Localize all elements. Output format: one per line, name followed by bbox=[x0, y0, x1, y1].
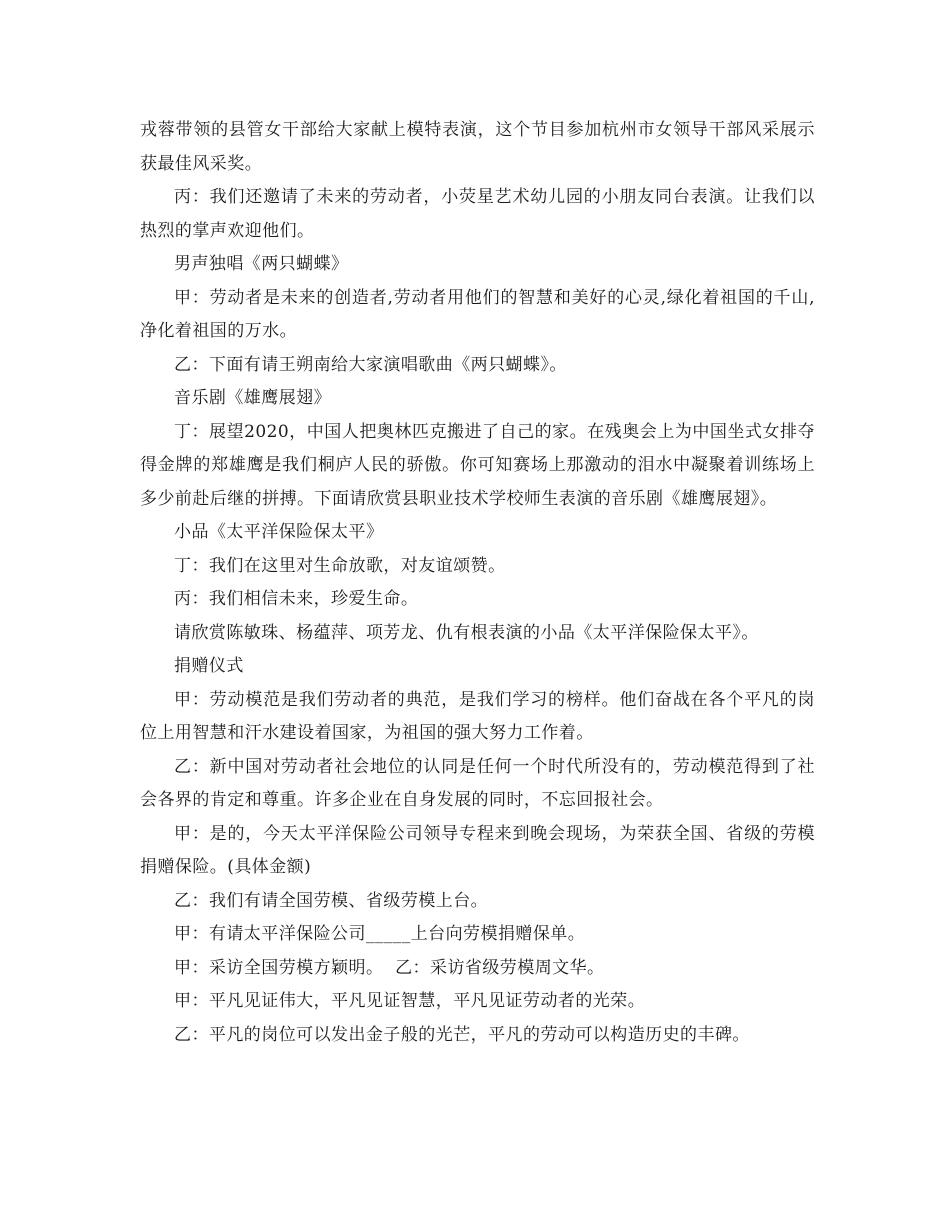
paragraph: 甲：有请太平洋保险公司_____上台向劳模捐赠保单。 bbox=[174, 924, 586, 944]
paragraph: 甲：是的，今天太平洋保险公司领导专程来到晚会现场，为荣获全国、省级的劳模捐赠保险。(具体金额) bbox=[140, 823, 815, 877]
paragraph: 乙：新中国对劳动者社会地位的认同是任何一个时代所没有的，劳动模范得到了社会各界的肯定和尊重。许多企业在自身发展的同时，不忘回报社会。 bbox=[140, 756, 815, 810]
paragraph: 乙：平凡的岗位可以发出金子般的光芒，平凡的劳动可以构造历史的丰碑。 bbox=[174, 1024, 750, 1045]
section-heading: 男声独唱《两只蝴蝶》 bbox=[174, 254, 349, 274]
paragraph: 乙：我们有请全国劳模、省级劳模上台。 bbox=[174, 890, 489, 911]
paragraph: 甲：采访全国劳模方颖明。 乙：采访省级劳模周文华。 bbox=[174, 957, 605, 978]
paragraph: 丁：展望2020，中国人把奥林匹克搬进了自己的家。在残奥会上为中国坐式女排夺得金牌的郑雄鹰是我们桐庐人民的骄傲。你可知赛场上那激动的泪水中凝聚着训练场上多少前赴后继的拼搏。下面请欣赏县职业技术学校师生表演的音乐剧《雄鹰展翅》。 bbox=[140, 421, 815, 509]
section-heading: 捐赠仪式 bbox=[174, 656, 244, 676]
paragraph: 甲：劳动者是未来的创造者,劳动者用他们的智慧和美好的心灵,绿化着祖国的千山,净化着祖国的万水。 bbox=[140, 287, 815, 341]
paragraph: 甲：平凡见证伟大，平凡见证智慧，平凡见证劳动者的光荣。 bbox=[174, 991, 646, 1011]
document-body bbox=[140, 114, 815, 1052]
paragraph: 甲：劳动模范是我们劳动者的典范，是我们学习的榜样。他们奋战在各个平凡的岗位上用智慧和汗水建设着国家，为祖国的强大努力工作着。 bbox=[140, 689, 815, 743]
paragraph: 丁：我们在这里对生命放歌，对友谊颂赞。 bbox=[174, 555, 506, 576]
paragraph: 请欣赏陈敏珠、杨蕴萍、项芳龙、仇有根表演的小品《太平洋保险保太平》。 bbox=[174, 622, 759, 643]
paragraph: 丙：我们相信未来，珍爱生命。 bbox=[174, 589, 419, 609]
paragraph: 乙：下面有请王朔南给大家演唱歌曲《两只蝴蝶》。 bbox=[174, 354, 567, 375]
paragraph: 戎蓉带领的县管女干部给大家献上模特表演，这个节目参加杭州市女领导干部风采展示获最佳风采奖。 bbox=[140, 120, 815, 174]
section-heading: 小品《太平洋保险保太平》 bbox=[174, 522, 384, 542]
section-heading: 音乐剧《雄鹰展翅》 bbox=[174, 388, 332, 408]
paragraph: 丙：我们还邀请了未来的劳动者，小荧星艺术幼儿园的小朋友同台表演。让我们以热烈的掌声欢迎他们。 bbox=[140, 187, 815, 241]
